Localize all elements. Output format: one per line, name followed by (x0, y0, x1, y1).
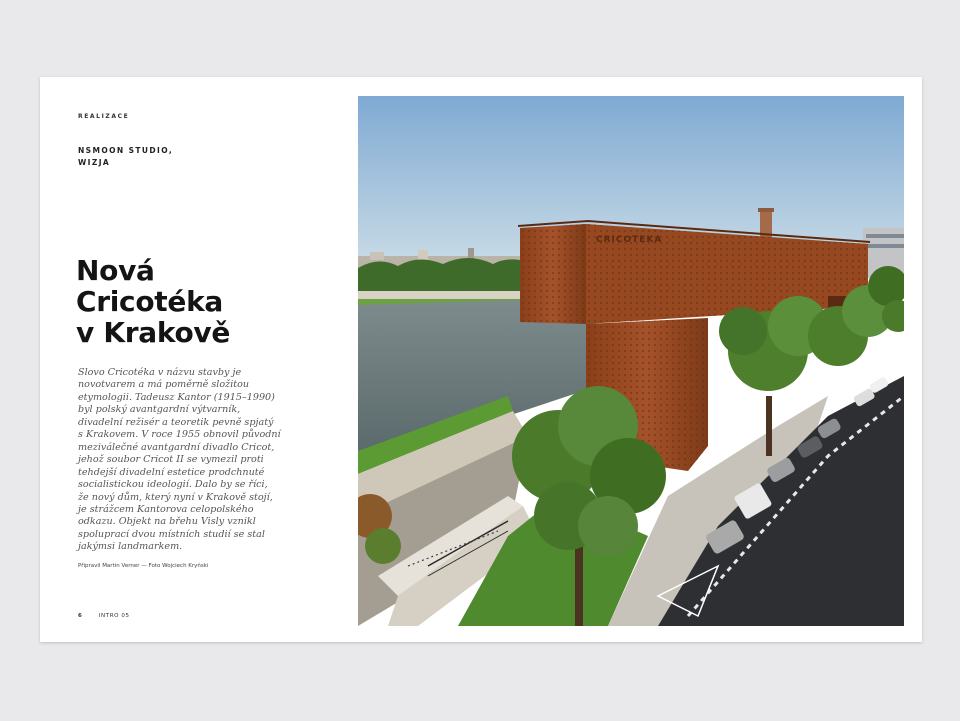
body-line: je strážcem Kantorova celopolského (78, 503, 254, 515)
body-line: meziválečné avantgardní divadlo Cricot, (78, 441, 275, 453)
title-line: Cricotéka (76, 285, 223, 318)
page-number: 6 (78, 613, 83, 619)
body-line: spoluprací dvou místních studií se stal (78, 528, 265, 540)
body-line: divadelní režisér a teoretik pevně spjatý (78, 416, 274, 428)
body-line: Slovo Cricotéka v názvu stavby je (78, 367, 242, 378)
body-line: byl polský avantgardní výtvarník, (78, 404, 241, 416)
photo-illustration (358, 96, 904, 626)
body-line: jakýmsi landmarkem. (78, 541, 183, 553)
body-line: novotvarem a má poměrně složitou (78, 379, 250, 391)
title-line: Nová (76, 254, 155, 287)
magazine-spread (40, 77, 922, 642)
title-line: v Krakově (76, 316, 231, 349)
studio-line-2: WIZJA (78, 158, 111, 167)
facade-sign: CRICOTEKA (596, 235, 663, 245)
building-photo (358, 96, 904, 626)
body-line: odkazu. Objekt na břehu Visly vznikl (78, 516, 256, 528)
body-line: s Krakovem. V roce 1955 obnovil původní (78, 429, 281, 441)
page-footer (78, 613, 130, 619)
body-line: tehdejší divadelní estetice prodchnuté (78, 466, 265, 478)
body-line: etymologii. Tadeusz Kantor (1915–1990) (78, 391, 275, 403)
body-line: socialistickou ideologií. Dalo by se říci, (78, 479, 268, 491)
studio-credit (78, 145, 173, 169)
article-body (78, 367, 281, 554)
article-title (76, 255, 306, 348)
section-label: REALIZACE (78, 113, 130, 120)
body-line: jehož soubor Cricot II se vymezil proti (78, 454, 264, 466)
photo-credit: Připravil Martin Verner — Foto Wojciech Kryński (78, 563, 209, 569)
body-line: že nový dům, který nyní v Krakově stojí, (78, 491, 273, 503)
studio-line-1: NSMOON STUDIO, (78, 146, 174, 155)
running-footer: INTRO 05 (98, 613, 130, 619)
